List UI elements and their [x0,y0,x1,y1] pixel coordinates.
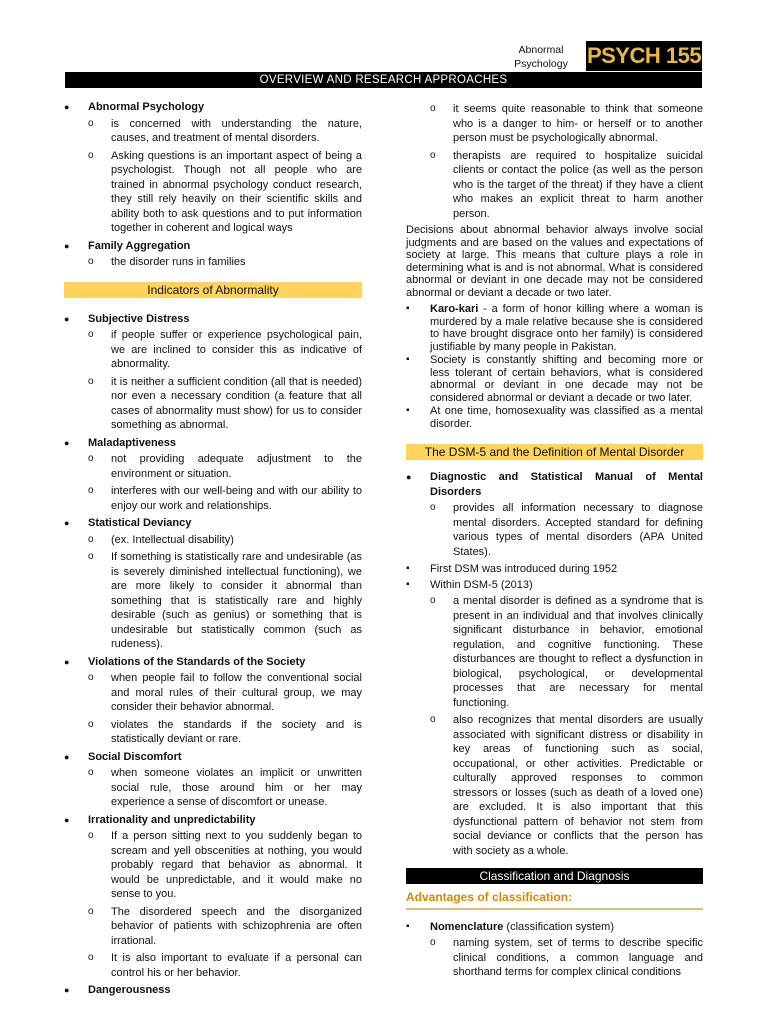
bullet-dsm [406,470,703,499]
bullet-maladaptiveness [64,436,362,451]
sub-bullet-text: is concerned with understanding the nature, causes, and treatment of mental disorders. [111,117,362,144]
bullet-within-dsm5 [406,578,703,593]
bullet-icon: ● [64,656,70,667]
bullet-irrationality [64,813,362,828]
square-bullet-icon: ▪ [406,563,410,574]
bullet-title: Dangerousness [88,984,171,996]
term: Karo-kari [430,303,479,315]
sub-bullet-text: not providing adequate adjustment to the environment or situation. [111,453,362,480]
bullet-family-aggregation [64,239,362,254]
sub-bullet [406,936,703,980]
circle-bullet-icon: o [430,595,436,606]
circle-bullet-icon: o [430,714,436,725]
circle-bullet-icon: o [88,329,94,340]
sub-bullet [64,905,362,949]
bullet-icon: ● [64,102,70,112]
square-bullet-icon: ▪ [406,405,410,416]
sub-bullet-text: interferes with our well-being and with our ability to enjoy our work and relationships. [111,485,362,512]
circle-bullet-icon: o [430,149,436,161]
sub-bullet [64,766,362,810]
sub-bullet [64,671,362,715]
circle-bullet-icon: o [88,551,94,562]
term-description: (classification system) [503,920,614,933]
bullet-social-discomfort [64,750,362,765]
bullet-nomenclature [406,920,703,935]
circle-bullet-icon: o [88,375,94,387]
bullet-subjective-distress [64,312,362,327]
sub-bullet-text: It is also important to evaluate if a personal can control his or her behavior. [111,952,362,979]
bullet-text: At one time, homosexuality was classified as a mental disorder. [430,405,703,430]
bullet-society-shift [406,354,703,404]
bullet-icon: ● [406,472,412,482]
page-title: OVERVIEW AND RESEARCH APPROACHES [65,72,702,88]
bullet-text: First DSM was introduced during 1952 [430,563,618,575]
circle-bullet-icon: o [88,767,94,778]
bullet-icon: ● [64,518,70,528]
circle-bullet-icon: o [88,117,94,129]
bullet-title: Diagnostic and Statistical Manual of Mental Disorders [430,471,703,498]
bullet-abnormal-psychology [64,100,362,115]
sub-bullet [64,550,362,652]
circle-bullet-icon: o [430,937,436,948]
square-bullet-icon: ▪ [406,578,410,590]
sub-bullet [406,713,703,858]
bullet-karo-kari [406,303,703,353]
bullet-icon: ● [64,751,70,762]
sub-bullet-text: it seems quite reasonable to think that someone who is a danger to him- or herself or to another person must be psychologically abnormal. [453,103,703,144]
sub-bullet [64,117,362,146]
bullet-icon: ● [64,985,70,995]
bullet-dangerousness [64,983,362,998]
course-code: PSYCH 155 [586,41,702,71]
square-bullet-icon: ▪ [406,354,410,365]
circle-bullet-icon: o [88,672,94,683]
square-bullet-icon: ▪ [406,303,410,314]
bullet-title: Maladaptiveness [88,436,177,449]
square-bullet-icon: ▪ [406,920,410,932]
circle-bullet-icon: o [88,149,94,161]
bullet-title: Social Discomfort [88,750,182,763]
right-column [406,100,703,983]
sub-bullet-text: violates the standards if the society and is statistically deviant or rare. [111,718,362,745]
subject-line-2: Psychology [514,58,568,70]
bullet-title: Statistical Deviancy [88,517,192,529]
sub-bullet [64,149,362,236]
bullet-icon: ● [64,240,70,251]
bullet-first-dsm [406,562,703,577]
term: Nomenclature [430,920,504,933]
circle-bullet-icon: o [88,905,94,917]
bullet-text: Within DSM-5 (2013) [430,578,533,591]
sub-bullet [406,594,703,710]
subject-label [508,43,574,71]
sub-bullet-text: provides all information necessary to diagnose mental disorders. Accepted standard for defining various types of mental disorders (APA United States). [453,502,703,558]
section-heading-classification: Classification and Diagnosis [406,868,703,884]
bullet-title: Abnormal Psychology [88,101,205,113]
sub-bullet-text: the disorder runs in families [111,256,246,268]
sub-bullet-text: if people suffer or experience psychological pain, we are inclined to consider this as indicative of abnormality. [111,329,362,370]
bullet-violations [64,655,362,670]
circle-bullet-icon: o [430,502,436,513]
sub-bullet [64,328,362,372]
bullet-title: Violations of the Standards of the Society [88,655,306,668]
bullet-statistical-deviancy [64,516,362,531]
sub-bullet [64,484,362,513]
sub-bullet [64,255,362,270]
sub-bullet [64,452,362,481]
sub-bullet-text: a mental disorder is defined as a syndrome that is present in an individual and that involves clinically significant disturbance in behavior, emotional regulation, and cognitive functioning. These disturbances are thought to reflect a dysfunction in biological, psychological, or developmental processes that are necessary for mental functioning. [453,595,703,709]
sub-bullet [64,718,362,747]
circle-bullet-icon: o [88,453,94,464]
circle-bullet-icon: o [88,952,94,963]
circle-bullet-icon: o [88,485,94,496]
bullet-icon: ● [64,437,70,448]
sub-bullet [406,102,703,146]
bullet-title: Family Aggregation [88,239,191,252]
advantages-label: Advantages of classification: [406,890,703,910]
circle-bullet-icon: o [88,830,94,841]
bullet-icon: ● [64,313,70,324]
sub-bullet-text: (ex. Intellectual disability) [111,533,234,546]
circle-bullet-icon: o [88,256,94,267]
bullet-title: Subjective Distress [88,312,190,325]
section-heading-indicators: Indicators of Abnormality [64,282,362,298]
sub-bullet-text: naming system, set of terms to describe specific clinical conditions, a common language and shorthand terms for complex clinical conditions [453,937,703,978]
sub-bullet [64,533,362,548]
sub-bullet-text: If something is statistically rare and undesirable (as is severely diminished intellectual functioning), we are more likely to consider it abnormal than something that is statistically rare and highly desirable (such as genius) or something that is undesirable but statistically common (such as rudeness). [111,551,362,650]
sub-bullet-text: when someone violates an implicit or unwritten social rule, those around him or her may experience a sense of discomfort or unease. [111,767,362,808]
bullet-text: Society is constantly shifting and becoming more or less tolerant of certain behaviors, what is considered abnormal or deviant in one decade may not be considered abnormal or deviant a decade or two later. [430,354,703,404]
sub-bullet-text: also recognizes that mental disorders are usually associated with significant distress or disability in key areas of functioning such as social, occupational, or other activities. Predictable or culturally approved responses to common stressors or losses (such as death of a loved one) are excluded. It is also important that this dysfunctional pattern of behavior not stem from social deviance or conflicts that the person has with society as a whole. [453,714,703,857]
sub-bullet [64,375,362,433]
bullet-homosexuality [406,405,703,430]
circle-bullet-icon: o [430,103,436,114]
sub-bullet-text: therapists are required to hospitalize suicidal clients or contact the police (as well as the person who is the target of the threat) if they have a client who makes an explicit threat to harm another person. [453,149,703,220]
bullet-title: Irrationality and unpredictability [88,813,256,826]
left-column [64,100,362,998]
sub-bullet-text: If a person sitting next to you suddenly began to scream and yell obscenities at nothing, you would probably regard that behavior as abnormal. It would be unpredictable, and it would make no sense to you. [111,830,362,900]
subject-line-1: Abnormal [518,44,564,56]
decisions-paragraph: Decisions about abnormal behavior always involve social judgments and are based on the values and expectations of society at large. This means that culture plays a role in determining what is and is not abnormal. What is considered abnormal or deviant in one decade may not be considered abnormal or deviant a decade or two later. [406,224,703,299]
sub-bullet [406,149,703,222]
sub-bullet-text: when people fail to follow the conventional social and moral rules of their cultural group, we may consider their behavior abnormal. [111,672,362,713]
term-description: - a form of honor killing where a woman is murdered by a male relative because she is considered to have brought disgrace onto her family) is considered justifiable by many people in Pakistan. [430,303,703,353]
sub-bullet [406,501,703,559]
sub-bullet [64,829,362,902]
sub-bullet [64,951,362,980]
sub-bullet-text: it is neither a sufficient condition (all that is needed) nor even a necessary condition (a feature that all cases of abnormality must show) for us to consider something as abnormal. [111,375,362,431]
sub-bullet-text: The disordered speech and the disorganized behavior of patients with schizophrenia are often irrational. [111,905,362,947]
bullet-icon: ● [64,814,70,825]
circle-bullet-icon: o [88,533,94,545]
circle-bullet-icon: o [88,718,94,730]
sub-bullet-text: Asking questions is an important aspect of being a psychologist. Though not all people who are trained in abnormal psychology conduct research, they still rely heavily on their scientific skills and ability both to ask questions and to put information together in coherent and logical ways [111,149,362,234]
section-heading-dsm5: The DSM-5 and the Definition of Mental Disorder [406,444,703,460]
